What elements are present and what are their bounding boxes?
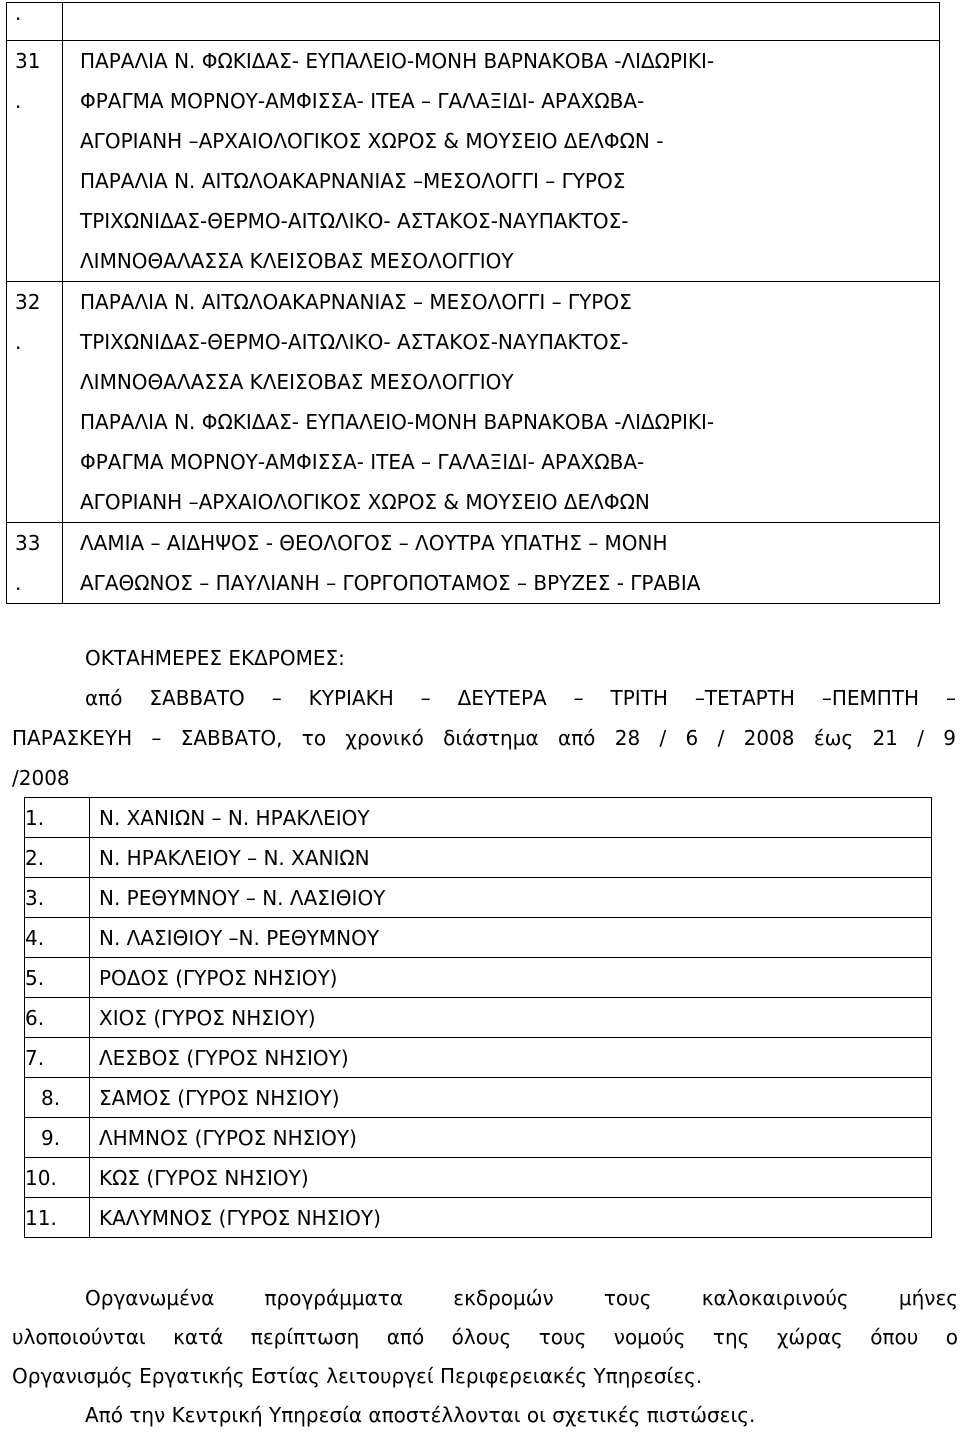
route-line: ΛΙΜΝΟΘΑΛΑΣΣΑ ΚΛΕΙΣΟΒΑΣ ΜΕΣΟΛΟΓΓΙΟΥ <box>80 249 514 273</box>
route-line: ΛΑΜΙΑ – ΑΙΔΗΨΟΣ - ΘΕΟΛΟΓΟΣ – ΛΟΥΤΡΑ ΥΠΑΤΗΣ – ΜΟΝΗ <box>80 531 668 555</box>
table-row <box>25 1118 932 1158</box>
island-route-name: ΡΟΔΟΣ (ΓΥΡΟΣ ΝΗΣΙΟΥ) <box>90 958 932 998</box>
table-row <box>25 1158 932 1198</box>
route-number-cell <box>7 41 63 282</box>
island-route-name: Ν. ΧΑΝΙΩΝ – Ν. ΗΡΑΚΛΕΙΟΥ <box>90 798 932 838</box>
island-number: 7. <box>25 1038 90 1078</box>
route-line: ΤΡΙΧΩΝΙΔΑΣ-ΘΕΡΜΟ-ΑΙΤΩΛΙΚΟ- ΑΣΤΑΚΟΣ-ΝΑΥΠΑΚΤΟΣ- <box>80 209 629 233</box>
route-line: ΠΑΡΑΛΙΑ Ν. ΦΩΚΙΔΑΣ- ΕΥΠΑΛΕΙΟ-ΜΟΝΗ ΒΑΡΝΑΚΟΒΑ -ΛΙΔΩΡΙΚΙ- <box>80 49 715 73</box>
footer-line: υλοποιούνται κατά περίπτωση από όλους τους νομούς της χώρας όπου ο <box>12 1325 958 1349</box>
island-routes-table <box>24 797 932 1238</box>
island-number: 3. <box>25 878 90 918</box>
route-number: 32 <box>15 290 41 314</box>
route-line: ΑΓΟΡΙΑΝΗ –ΑΡΧΑΙΟΛΟΓΙΚΟΣ ΧΩΡΟΣ & ΜΟΥΣΕΙΟ ΔΕΛΦΩΝ - <box>80 129 664 153</box>
island-number: 8. <box>25 1078 90 1118</box>
route-number: 33 <box>15 531 41 555</box>
island-route-name: ΛΕΣΒΟΣ (ΓΥΡΟΣ ΝΗΣΙΟΥ) <box>90 1038 932 1078</box>
table-row <box>25 878 932 918</box>
route-number-cell <box>7 282 63 523</box>
route-number: . <box>15 1 22 25</box>
island-number: 10. <box>25 1158 90 1198</box>
route-description-cell <box>63 41 940 282</box>
island-route-name: ΚΑΛΥΜΝΟΣ (ΓΥΡΟΣ ΝΗΣΙΟΥ) <box>90 1198 932 1238</box>
route-line: ΛΙΜΝΟΘΑΛΑΣΣΑ ΚΛΕΙΣΟΒΑΣ ΜΕΣΟΛΟΓΓΙΟΥ <box>80 370 514 394</box>
route-number-dot: . <box>15 330 22 354</box>
island-number: 11. <box>25 1198 90 1238</box>
table-row <box>25 1038 932 1078</box>
route-line: ΑΓΑΘΩΝΟΣ – ΠΑΥΛΙΑΝΗ – ΓΟΡΓΟΠΟΤΑΜΟΣ – ΒΡΥΖΕΣ - ΓΡΑΒΙΑ <box>80 571 701 595</box>
island-number: 5. <box>25 958 90 998</box>
eight-day-description <box>12 678 956 798</box>
route-line: ΠΑΡΑΛΙΑ Ν. ΑΙΤΩΛΟΑΚΑΡΝΑΝΙΑΣ –ΜΕΣΟΛΟΓΓΙ – ΓΥΡΟΣ <box>80 169 626 193</box>
route-line: ΦΡΑΓΜΑ ΜΟΡΝΟΥ-ΑΜΦΙΣΣΑ- ΙΤΕΑ – ΓΑΛΑΞΙΔΙ- ΑΡΑΧΩΒΑ- <box>80 89 645 113</box>
island-number: 2. <box>25 838 90 878</box>
island-route-name: ΛΗΜΝΟΣ (ΓΥΡΟΣ ΝΗΣΙΟΥ) <box>90 1118 932 1158</box>
footer-line: Από την Κεντρική Υπηρεσία αποστέλλονται οι σχετικές πιστώσεις. <box>85 1403 756 1427</box>
route-line: ΠΑΡΑΛΙΑ Ν. ΦΩΚΙΔΑΣ- ΕΥΠΑΛΕΙΟ-ΜΟΝΗ ΒΑΡΝΑΚΟΒΑ -ΛΙΔΩΡΙΚΙ- <box>80 410 715 434</box>
island-route-name: Ν. ΡΕΘΥΜΝΟΥ – Ν. ΛΑΣΙΘΙΟΥ <box>90 878 932 918</box>
island-number: 1. <box>25 798 90 838</box>
footer-paragraph <box>12 1279 958 1435</box>
route-description-cell <box>63 3 940 41</box>
route-line: ΠΑΡΑΛΙΑ Ν. ΑΙΤΩΛΟΑΚΑΡΝΑΝΙΑΣ – ΜΕΣΟΛΟΓΓΙ – ΓΥΡΟΣ <box>80 290 632 314</box>
eight-day-line: από ΣΑΒΒΑΤΟ – ΚΥΡΙΑΚΗ – ΔΕΥΤΕΡΑ – ΤΡΙΤΗ –ΤΕΤΑΡΤΗ –ΠΕΜΠΤΗ – <box>85 686 956 710</box>
route-line: ΦΡΑΓΜΑ ΜΟΡΝΟΥ-ΑΜΦΙΣΣΑ- ΙΤΕΑ – ΓΑΛΑΞΙΔΙ- ΑΡΑΧΩΒΑ- <box>80 450 645 474</box>
table-row <box>25 838 932 878</box>
route-row-32 <box>7 282 940 523</box>
eight-day-heading: ΟΚΤΑΗΜΕΡΕΣ ΕΚΔΡΟΜΕΣ: <box>85 646 345 670</box>
table-row <box>25 918 932 958</box>
island-route-name: Ν. ΛΑΣΙΘΙΟΥ –Ν. ΡΕΘΥΜΝΟΥ <box>90 918 932 958</box>
island-route-name: ΣΑΜΟΣ (ΓΥΡΟΣ ΝΗΣΙΟΥ) <box>90 1078 932 1118</box>
island-route-name: ΧΙΟΣ (ΓΥΡΟΣ ΝΗΣΙΟΥ) <box>90 998 932 1038</box>
route-row-33 <box>7 523 940 604</box>
island-number: 9. <box>25 1118 90 1158</box>
island-number: 4. <box>25 918 90 958</box>
eight-day-line: /2008 <box>12 766 70 790</box>
island-route-name: ΚΩΣ (ΓΥΡΟΣ ΝΗΣΙΟΥ) <box>90 1158 932 1198</box>
route-number: 31 <box>15 49 41 73</box>
footer-line: Οργανισμός Εργατικής Εστίας λειτουργεί Περιφερειακές Υπηρεσίες. <box>12 1364 703 1388</box>
island-route-name: Ν. ΗΡΑΚΛΕΙΟΥ – Ν. ΧΑΝΙΩΝ <box>90 838 932 878</box>
route-description-cell <box>63 282 940 523</box>
route-table <box>6 2 940 604</box>
route-description-cell <box>63 523 940 604</box>
table-row <box>25 798 932 838</box>
route-line: ΑΓΟΡΙΑΝΗ –ΑΡΧΑΙΟΛΟΓΙΚΟΣ ΧΩΡΟΣ & ΜΟΥΣΕΙΟ ΔΕΛΦΩΝ <box>80 490 650 514</box>
table-row <box>25 958 932 998</box>
footer-line: Οργανωμένα προγράμματα εκδρομών τους καλοκαιρινούς μήνες <box>85 1286 958 1310</box>
table-row <box>25 998 932 1038</box>
route-number-dot: . <box>15 89 22 113</box>
island-number: 6. <box>25 998 90 1038</box>
table-row <box>25 1078 932 1118</box>
route-row-31 <box>7 41 940 282</box>
route-number-dot: . <box>15 571 22 595</box>
route-line: ΤΡΙΧΩΝΙΔΑΣ-ΘΕΡΜΟ-ΑΙΤΩΛΙΚΟ- ΑΣΤΑΚΟΣ-ΝΑΥΠΑΚΤΟΣ- <box>80 330 629 354</box>
route-row-0 <box>7 3 940 41</box>
eight-day-line: ΠΑΡΑΣΚΕΥΗ – ΣΑΒΒΑΤΟ, το χρονικό διάστημα από 28 / 6 / 2008 έως 21 / 9 <box>12 726 956 750</box>
table-row <box>25 1198 932 1238</box>
route-number-cell <box>7 523 63 604</box>
route-number-cell <box>7 3 63 41</box>
